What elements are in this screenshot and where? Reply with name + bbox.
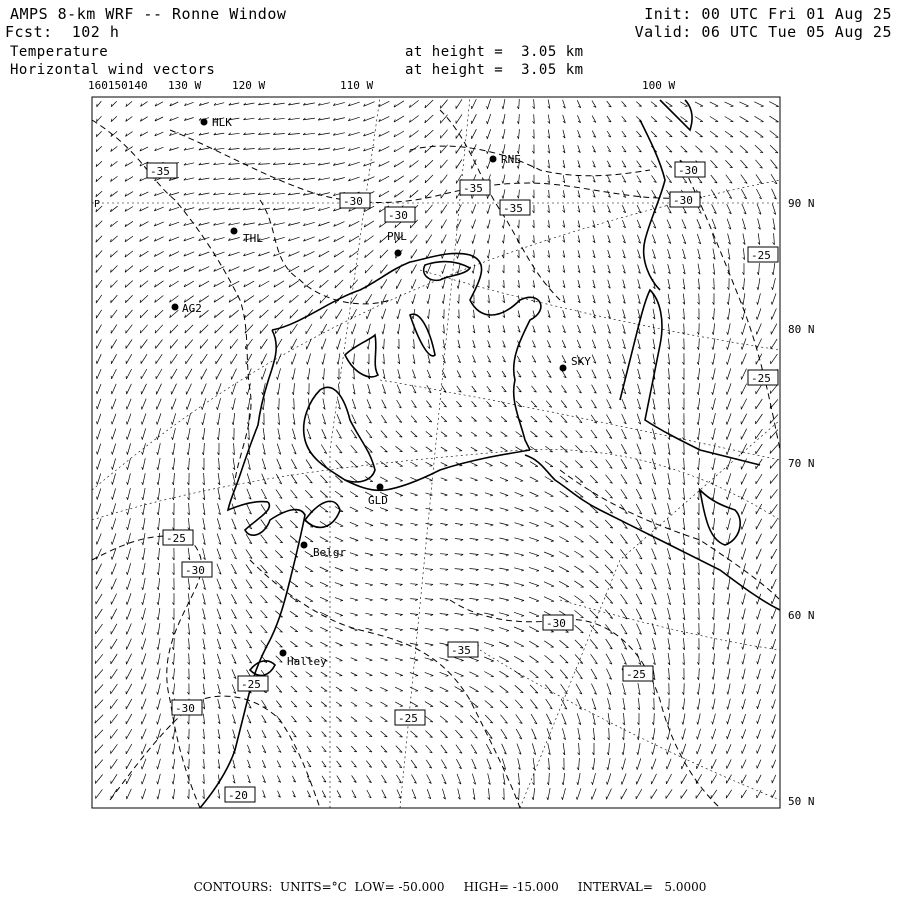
svg-text:-25: -25 xyxy=(751,372,771,385)
svg-text:-25: -25 xyxy=(751,249,771,262)
pole-marker-label: P xyxy=(94,199,101,210)
svg-text:-30: -30 xyxy=(678,164,698,177)
contour-label xyxy=(340,193,370,208)
svg-text:-25: -25 xyxy=(398,712,418,725)
svg-text:-25: -25 xyxy=(166,532,186,545)
lat-line-70 xyxy=(92,449,780,520)
island-3 xyxy=(250,661,275,676)
station-label: Belgr xyxy=(313,546,347,559)
field2-level: at height = 3.05 km xyxy=(405,62,584,78)
svg-text:-35: -35 xyxy=(451,644,471,657)
ice-rise xyxy=(345,335,378,377)
coastline-ronne-front xyxy=(272,253,541,450)
lat-label: 70 N xyxy=(788,457,815,470)
station-label: Halley xyxy=(287,655,327,668)
coastline-filchner-front xyxy=(345,450,530,490)
lat-label: 60 N xyxy=(788,609,815,622)
island xyxy=(660,100,692,130)
contour-line xyxy=(410,146,650,176)
svg-text:-20: -20 xyxy=(228,789,248,802)
lon-line-a xyxy=(400,97,470,808)
svg-text:-30: -30 xyxy=(343,195,363,208)
svg-text:-35: -35 xyxy=(503,202,523,215)
lat-label: 50 N xyxy=(788,795,815,808)
station-label: THL xyxy=(243,232,263,245)
station-dot xyxy=(490,156,497,163)
station-dot xyxy=(377,484,384,491)
contour-label xyxy=(182,562,212,577)
contour-label xyxy=(670,192,700,207)
svg-text:-30: -30 xyxy=(185,564,205,577)
contour-label xyxy=(675,162,705,177)
contour-line xyxy=(250,560,520,808)
lon-line-c xyxy=(520,420,780,808)
right-axis-labels xyxy=(788,197,815,808)
station-dot xyxy=(395,250,402,257)
lat-label: 90 N xyxy=(788,197,815,210)
valid-time: Valid: 06 UTC Tue 05 Aug 25 xyxy=(634,23,892,41)
field1-name: Temperature xyxy=(10,44,109,60)
svg-text:-30: -30 xyxy=(673,194,693,207)
contour-label xyxy=(147,163,177,178)
lon-label: 160150140 xyxy=(88,79,148,92)
contour-label xyxy=(225,787,255,802)
svg-text:-25: -25 xyxy=(241,678,261,691)
contour-line xyxy=(560,470,780,600)
lon-label: 110 W xyxy=(340,79,374,92)
station-dot xyxy=(231,228,238,235)
station-label: SKY xyxy=(571,355,591,368)
station-label: GLD xyxy=(368,494,388,507)
contour-label xyxy=(238,676,268,691)
top-axis-labels xyxy=(88,79,675,92)
lat-label: 80 N xyxy=(788,323,815,336)
contour-label xyxy=(395,710,425,725)
ice-rise-2 xyxy=(410,314,435,356)
station-dot xyxy=(172,304,179,311)
contour-label xyxy=(623,666,653,681)
svg-text:-30: -30 xyxy=(388,209,408,222)
station-dot xyxy=(280,650,287,657)
contour-label xyxy=(172,700,202,715)
field2-name: Horizontal wind vectors xyxy=(10,62,216,78)
svg-text:-30: -30 xyxy=(546,617,566,630)
station-label: PNL xyxy=(387,230,407,243)
contour-label xyxy=(748,247,778,262)
contour-label xyxy=(500,200,530,215)
contour-label xyxy=(448,642,478,657)
station-label: RNE xyxy=(501,153,521,166)
forecast-hour: Fcst: 102 h xyxy=(5,23,120,41)
station-dot xyxy=(301,542,308,549)
lon-label: 100 W xyxy=(642,79,676,92)
svg-text:-30: -30 xyxy=(175,702,195,715)
contour-label xyxy=(543,615,573,630)
contour-line xyxy=(170,130,680,203)
init-time: Init: 00 UTC Fri 01 Aug 25 xyxy=(644,5,892,23)
station-label: HLK xyxy=(212,116,232,129)
svg-text:-25: -25 xyxy=(626,668,646,681)
svg-text:-35: -35 xyxy=(150,165,170,178)
lon-label: 120 W xyxy=(232,79,266,92)
contour-label xyxy=(460,180,490,195)
contour-label xyxy=(163,530,193,545)
svg-text:-35: -35 xyxy=(463,182,483,195)
field1-level: at height = 3.05 km xyxy=(405,44,584,60)
contour-label xyxy=(385,207,415,222)
station-dot xyxy=(201,119,208,126)
lon-label: 130 W xyxy=(168,79,202,92)
island-2 xyxy=(700,490,740,545)
coast-inlet xyxy=(305,501,340,527)
contour-info-footer: CONTOURS: UNITS=°C LOW= -50.000 HIGH= -15.000 INTERVAL= 5.0000 xyxy=(193,880,707,894)
contour-label xyxy=(748,370,778,385)
station-label: AG2 xyxy=(182,302,202,315)
contour-line xyxy=(260,200,390,304)
map-title: AMPS 8-km WRF -- Ronne Window xyxy=(10,5,287,23)
contour-line xyxy=(450,600,720,808)
station-dot xyxy=(560,365,567,372)
